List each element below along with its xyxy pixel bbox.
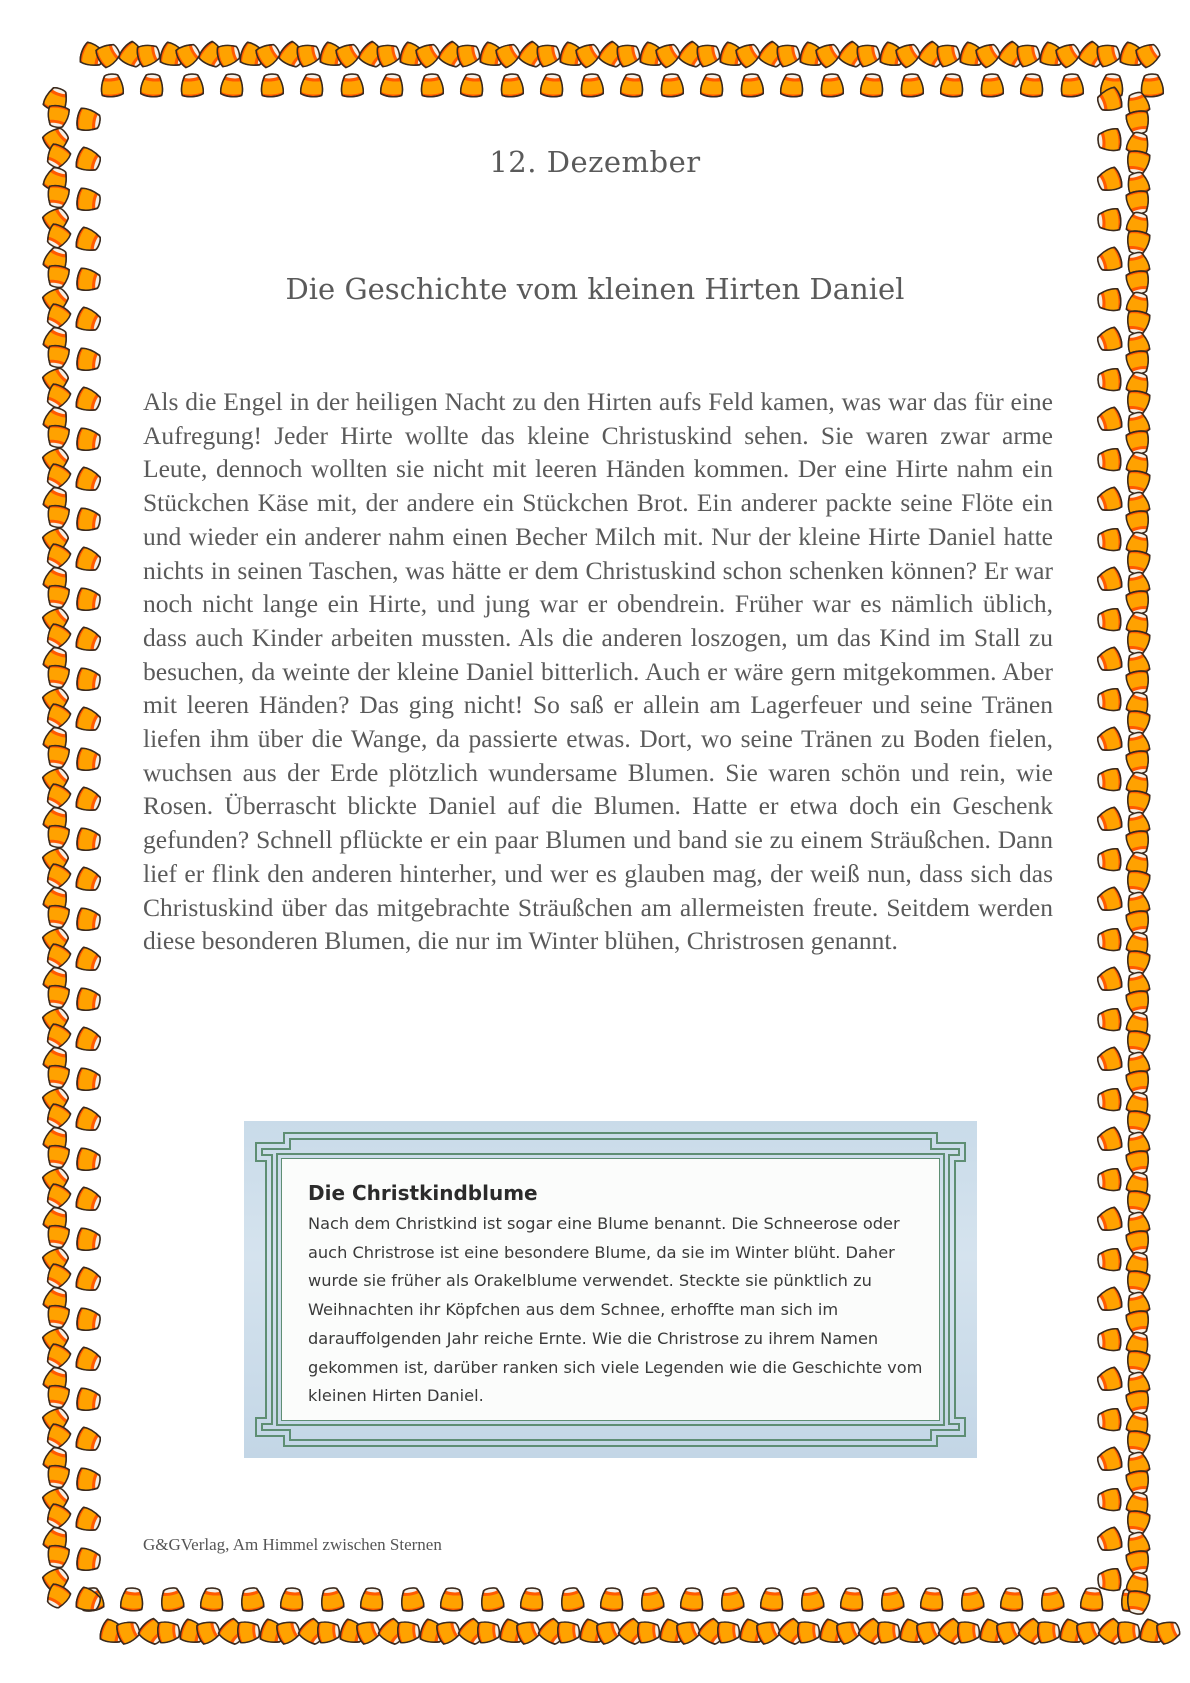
info-box — [244, 1121, 977, 1458]
candy-corn-icon — [957, 1621, 980, 1643]
candy-corn-icon — [360, 1587, 383, 1611]
candy-corn-icon — [760, 1587, 783, 1611]
candy-corn-icon — [1125, 550, 1150, 576]
candy-corn-icon — [76, 828, 102, 853]
candy-corn-icon — [1095, 406, 1124, 434]
candy-corn-icon — [719, 1586, 744, 1612]
candy-corn-icon — [46, 504, 70, 529]
candy-corn-icon — [1126, 1550, 1151, 1576]
info-box-heading: Die Christkindblume — [308, 1181, 538, 1205]
candy-corn-icon — [1097, 608, 1121, 631]
candy-corn-icon — [1097, 368, 1121, 391]
candy-corn-icon — [920, 1587, 943, 1611]
candy-corn-icon — [717, 1621, 740, 1643]
candy-corn-icon — [440, 1587, 463, 1611]
candy-corn-icon — [74, 946, 103, 974]
candy-corn-icon — [76, 508, 102, 533]
candy-corn-icon — [1125, 1590, 1150, 1616]
candy-corn-icon — [1095, 1126, 1124, 1154]
candy-corn-icon — [46, 744, 70, 769]
candy-corn-icon — [1095, 806, 1124, 834]
candy-corn-icon — [1037, 1621, 1060, 1643]
candy-corn-icon — [1126, 1470, 1151, 1496]
candy-corn-icon — [74, 1266, 103, 1294]
candy-corn-icon — [74, 306, 103, 334]
candy-corn-icon — [1095, 1526, 1124, 1554]
candy-corn-icon — [1125, 1510, 1150, 1536]
candy-corn-icon — [74, 226, 103, 254]
candy-corn-icon — [76, 1468, 102, 1493]
candy-corn-icon — [1125, 1350, 1150, 1376]
story-title: Die Geschichte vom kleinen Hirten Daniel — [285, 272, 905, 306]
candy-corn-icon — [860, 73, 883, 97]
candy-corn-icon — [76, 1228, 102, 1253]
candy-corn-icon — [900, 73, 923, 97]
candy-corn-icon — [76, 108, 102, 133]
candy-corn-icon — [1095, 886, 1124, 914]
candy-corn-icon — [1126, 1230, 1151, 1256]
candy-corn-icon — [1020, 73, 1043, 97]
candy-corn-icon — [76, 588, 102, 613]
candy-corn-icon — [700, 73, 723, 97]
candy-corn-icon — [1140, 73, 1163, 97]
candy-corn-icon — [620, 73, 643, 97]
candy-corn-icon — [1095, 486, 1124, 514]
candy-corn-icon — [1097, 768, 1121, 791]
candy-corn-icon — [1126, 1390, 1151, 1416]
candy-corn-icon — [1126, 430, 1151, 456]
candy-corn-icon — [1095, 966, 1124, 994]
candy-corn-icon — [1095, 566, 1124, 594]
candy-corn-icon — [74, 1106, 103, 1134]
candy-corn-icon — [580, 73, 603, 97]
candy-corn-icon — [1126, 990, 1151, 1016]
candy-corn-icon — [940, 73, 963, 97]
candy-corn-icon — [1125, 790, 1150, 816]
candy-corn-icon — [520, 1587, 543, 1611]
candy-corn-icon — [76, 1068, 102, 1093]
candy-corn-icon — [1097, 1168, 1121, 1191]
candy-corn-icon — [340, 73, 363, 97]
candy-corn-icon — [74, 546, 103, 574]
candy-corn-icon — [1097, 1088, 1121, 1111]
candy-corn-icon — [1125, 630, 1150, 656]
candy-corn-icon — [1039, 1586, 1064, 1612]
candy-corn-icon — [820, 73, 843, 97]
candy-corn-icon — [46, 1064, 70, 1089]
candy-corn-icon — [74, 1346, 103, 1374]
info-box-text: Nach dem Christkind ist sogar eine Blume benannt. Die Schneerose oder auch Christrose ist eine besondere Blume, da sie im Winter blüht. Daher wurde sie früher als Orakelblume verwendet. Steckte sie pünktlich zu Weihnachten ihr Köpfchen aus dem Schnee, erhoffte man sich im darauffolgenden Jahr reiche Ernte. Wie die Christrose zu ihrem Namen gekommen ist, darüber ranken sich viele Legenden wie die Geschichte vom kleinen Hirten Daniel. — [308, 1214, 923, 1406]
candy-corn-icon — [317, 1621, 340, 1643]
candy-corn-icon — [1095, 326, 1124, 354]
candy-corn-icon — [300, 73, 323, 97]
candy-corn-icon — [780, 73, 803, 97]
candy-corn-icon — [1126, 510, 1151, 536]
candy-corn-icon — [660, 73, 683, 97]
candy-corn-icon — [46, 984, 70, 1009]
candy-corn-icon — [1126, 590, 1151, 616]
candy-corn-icon — [46, 1304, 70, 1329]
candy-corn-icon — [1126, 190, 1151, 216]
candy-corn-icon — [540, 73, 563, 97]
candy-corn-icon — [500, 73, 523, 97]
candy-corn-icon — [1126, 750, 1151, 776]
candy-corn-icon — [1097, 528, 1121, 551]
candy-corn-icon — [1125, 310, 1150, 336]
candy-corn-icon — [477, 1621, 500, 1643]
candy-corn-icon — [1125, 470, 1150, 496]
candy-corn-icon — [239, 1586, 264, 1612]
candy-corn-icon — [76, 348, 102, 373]
candy-corn-icon — [639, 1586, 664, 1612]
candy-corn-icon — [159, 1586, 184, 1612]
candy-corn-icon — [1125, 390, 1150, 416]
candy-corn-icon — [1097, 208, 1121, 231]
candy-corn-icon — [1126, 1150, 1151, 1176]
candy-corn-icon — [74, 466, 103, 494]
candy-corn-icon — [879, 1586, 904, 1612]
candy-corn-icon — [157, 1621, 180, 1643]
date-heading: 12. Dezember — [489, 145, 701, 179]
candy-corn-icon — [76, 908, 102, 933]
candy-corn-icon — [74, 1026, 103, 1054]
candy-corn-icon — [46, 904, 70, 929]
candy-corn-icon — [74, 1426, 103, 1454]
candy-corn-icon — [74, 1186, 103, 1214]
candy-corn-icon — [1125, 230, 1150, 256]
candy-corn-icon — [74, 866, 103, 894]
candy-corn-icon — [46, 1224, 70, 1249]
candy-corn-icon — [1095, 1286, 1124, 1314]
candy-corn-icon — [1125, 1190, 1150, 1216]
candy-corn-icon — [1097, 688, 1121, 711]
candy-corn-icon — [959, 1586, 984, 1612]
candy-corn-icon — [74, 786, 103, 814]
candy-corn-icon — [877, 1621, 900, 1643]
candy-corn-icon — [74, 706, 103, 734]
candy-corn-icon — [1126, 670, 1151, 696]
candy-corn-icon — [1095, 646, 1124, 674]
candy-corn-icon — [46, 104, 70, 129]
candy-corn-icon — [1095, 1046, 1124, 1074]
candy-corn-icon — [600, 1587, 623, 1611]
candy-corn-icon — [46, 1384, 70, 1409]
candy-corn-icon — [1125, 870, 1150, 896]
candy-corn-icon — [1095, 1366, 1124, 1394]
candy-corn-icon — [1095, 1446, 1124, 1474]
candy-corn-icon — [1097, 1568, 1121, 1591]
candy-corn-icon — [74, 626, 103, 654]
candy-corn-icon — [1125, 1270, 1150, 1296]
candy-corn-icon — [180, 73, 203, 97]
candy-corn-icon — [557, 1621, 580, 1643]
candy-corn-icon — [1000, 1587, 1023, 1611]
candy-corn-icon — [1125, 1110, 1150, 1136]
candy-corn-icon — [76, 668, 102, 693]
candy-corn-icon — [1097, 1408, 1121, 1431]
candy-corn-icon — [76, 1308, 102, 1333]
candy-corn-icon — [120, 1587, 143, 1611]
candy-corn-icon — [1097, 1328, 1121, 1351]
candy-corn-icon — [46, 344, 70, 369]
candy-corn-icon — [1126, 1070, 1151, 1096]
candy-corn-icon — [319, 1586, 344, 1612]
candy-corn-icon — [140, 73, 163, 97]
candy-corn-icon — [1080, 1587, 1103, 1611]
candy-corn-icon — [1097, 1248, 1121, 1271]
candy-corn-icon — [280, 1587, 303, 1611]
candy-corn-icon — [46, 1464, 70, 1489]
candy-corn-icon — [46, 584, 70, 609]
candy-corn-icon — [1125, 950, 1150, 976]
candy-corn-icon — [559, 1586, 584, 1612]
candy-corn-icon — [1095, 726, 1124, 754]
candy-corn-icon — [1126, 830, 1151, 856]
candy-corn-icon — [1125, 1030, 1150, 1056]
candy-corn-icon — [76, 1548, 102, 1573]
candy-corn-icon — [76, 188, 102, 213]
candy-corn-icon — [46, 824, 70, 849]
candy-corn-icon — [237, 1621, 260, 1643]
candy-corn-icon — [74, 386, 103, 414]
candy-corn-icon — [76, 428, 102, 453]
candy-corn-icon — [100, 73, 123, 97]
candy-corn-icon — [76, 988, 102, 1013]
candy-corn-icon — [76, 1388, 102, 1413]
candy-corn-icon — [380, 73, 403, 97]
candy-corn-icon — [740, 73, 763, 97]
candy-corn-icon — [1126, 1310, 1151, 1336]
candy-corn-icon — [797, 1621, 820, 1643]
candy-corn-icon — [1060, 73, 1083, 97]
candy-corn-icon — [1125, 710, 1150, 736]
candy-corn-icon — [399, 1586, 424, 1612]
candy-corn-icon — [799, 1586, 824, 1612]
candy-corn-icon — [637, 1621, 660, 1643]
candy-corn-icon — [680, 1587, 703, 1611]
candy-corn-icon — [980, 73, 1003, 97]
footer-credit: G&GVerlag, Am Himmel zwischen Sternen — [143, 1535, 442, 1554]
candy-corn-icon — [1097, 848, 1121, 871]
candy-corn-icon — [1097, 1008, 1121, 1031]
candy-corn-icon — [200, 1587, 223, 1611]
candy-corn-icon — [397, 1621, 420, 1643]
candy-corn-icon — [1097, 928, 1121, 951]
candy-corn-icon — [46, 1544, 70, 1569]
candy-corn-icon — [1126, 910, 1151, 936]
candy-corn-icon — [46, 424, 70, 449]
candy-corn-icon — [260, 73, 283, 97]
candy-corn-icon — [1097, 1488, 1121, 1511]
candy-corn-icon — [840, 1587, 863, 1611]
candy-corn-icon — [1097, 448, 1121, 471]
candy-corn-icon — [46, 664, 70, 689]
candy-corn-icon — [76, 1148, 102, 1173]
candy-corn-icon — [1095, 246, 1124, 274]
candy-corn-icon — [1126, 110, 1151, 136]
candy-corn-icon — [460, 73, 483, 97]
story-text: Als die Engel in der heiligen Nacht zu den Hirten aufs Feld kamen, was war das für eine Aufregung! Jeder Hirte wollte das kleine Christuskind sehen. Sie waren zwar arme Leute, dennoch wollten sie nicht mit leeren Händen kommen. Der eine Hirte nahm ein Stückchen Käse mit, der andere ein Stückchen Brot. Ein anderer packte seine Flöte ein und wieder ein anderer nahm einen Becher Milch mit. Nur der kleine Hirte Daniel hatte nichts in seinen Taschen, was hätte er dem Christuskind schon schenken können? Er war noch nicht lange ein Hirte, und jung war er obendrein. Früher war es nämlich üblich, dass auch Kinder arbeiten mussten. Als die anderen loszogen, um das Kind im Stall zu besuchen, da weinte der kleine Daniel bitterlich. Auch er wäre gern mitgekommen. Aber mit leeren Händen? Das ging nicht! So saß er allein am Lagerfeuer und seine Tränen liefen ihm über die Wange, da passierte etwas. Dort, wo seine Tränen zu Boden fielen, wuchsen aus der Erde plötzlich wundersame Blumen. Sie waren schön und rein, wie Rosen. Überrascht blickte Daniel auf die Blumen. Hatte er etwa doch ein Geschenk gefunden? Schnell pflückte er ein paar Blumen und band sie zu einem Sträußchen. Dann lief er flink den anderen hinterher, und wer es glauben mag, der weiß nun, dass sich das Christuskind über das mitgebrachte Sträußchen am allermeisten freute. Seitdem werden diese besonderen Blumen, die nur im Winter blühen, Christrosen genannt. — [143, 387, 1053, 956]
candy-corn-icon — [220, 73, 243, 97]
candy-corn-icon — [1117, 1621, 1140, 1643]
candy-corn-icon — [76, 748, 102, 773]
candy-corn-icon — [1126, 350, 1151, 376]
candy-corn-icon — [46, 1144, 70, 1169]
candy-corn-icon — [420, 73, 443, 97]
candy-corn-icon — [1095, 1206, 1124, 1234]
candy-corn-icon — [46, 184, 70, 209]
candy-corn-icon — [74, 1506, 103, 1534]
candy-corn-icon — [1125, 1430, 1150, 1456]
candy-corn-icon — [479, 1586, 504, 1612]
